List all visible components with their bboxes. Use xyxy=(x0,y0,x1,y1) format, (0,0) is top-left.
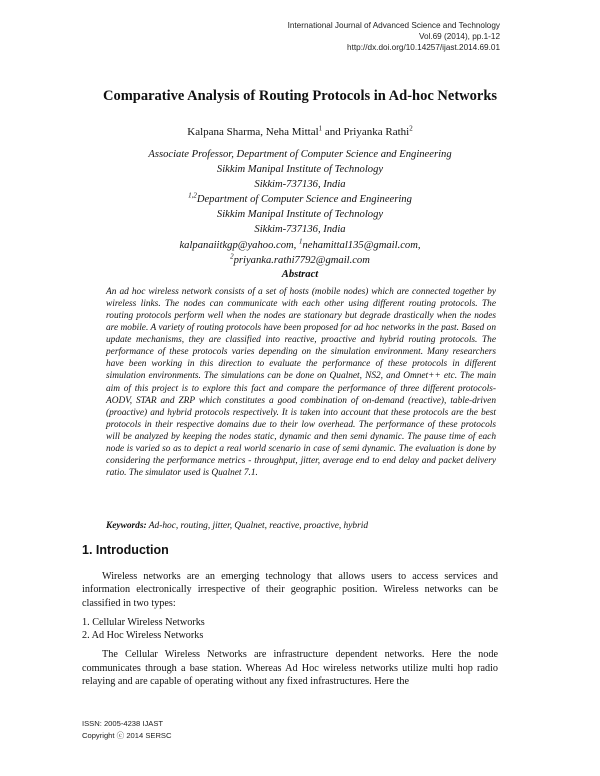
list-item: 1. Cellular Wireless Networks xyxy=(82,616,205,628)
author-names-1: Kalpana Sharma, Neha Mittal xyxy=(187,126,319,138)
page-footer xyxy=(82,718,171,742)
affiliation-line: Sikkim-737136, India xyxy=(254,179,346,191)
paper-title: Comparative Analysis of Routing Protocols in Ad-hoc Networks xyxy=(102,88,498,104)
section-heading-introduction: 1. Introduction xyxy=(82,543,169,557)
keywords-text: Ad-hoc, routing, jitter, Qualnet, reactive, proactive, hybrid xyxy=(146,521,369,531)
journal-name: International Journal of Advanced Science and Technology xyxy=(287,21,500,30)
affiliation-line: Associate Professor, Department of Computer Science and Engineering xyxy=(148,149,452,160)
email-line xyxy=(0,253,600,268)
paragraph: The Cellular Wireless Networks are infrastructure dependent networks. Here the node communicates through a base station. Whereas Ad Hoc wireless networks utilize multi hop radio relaying and are capable of operating without any fixed infrastructures. Here the xyxy=(82,649,498,688)
paragraph: Wireless networks are an emerging technology that allows users to access services and information electronically irrespective of their geographic position. Wireless networks can be classified in two types: xyxy=(82,571,498,609)
list-item: 2. Ad Hoc Wireless Networks xyxy=(82,630,204,642)
affiliation-sup: 1,2 xyxy=(188,191,197,200)
abstract-heading: Abstract xyxy=(281,269,319,280)
author-sup-2: 2 xyxy=(409,124,413,133)
journal-header xyxy=(288,20,500,53)
email-sup: 2 xyxy=(230,252,234,261)
author-names-2: and Priyanka Rathi xyxy=(322,126,410,138)
affiliation-line: Sikkim Manipal Institute of Technology xyxy=(216,164,384,176)
email-kalpana[interactable]: kalpanaiitkgp@yahoo.com, xyxy=(179,239,299,251)
abstract-text: An ad hoc wireless network consists of a set of hosts (mobile nodes) which are connected together by wireless links. The nodes can communicate with each other using different routing protocols. The routing protocols perform well when the nodes are stationary but degrade drastically when the nodes are mobile. A variety of routing protocols have been proposed for ad hoc networks in the past. Based on update mechanisms, they are classified into reactive, proactive and hybrid routing protocols. The performance of these protocols varies depending on the simulation environment. Many researchers have been working in this direction to evaluate the performance of these protocols in different simulation environments. The simulations can be done on Qualnet, NS2, and Omnet++ etc. The main aim of this project is to explore this fact and compare the performance of three different protocols-AODV, STAR and ZRP which constitutes a good combination of on-demand (reactive), table-driven (proactive) and hybrid protocols respectively. It is taken into account that these protocols are the best protocols in their respective domains due to their low overhead. The performance of these protocols will be analyzed by keeping the nodes static, dynamic and then semi dynamic. The pause time of each node is varied so as to depict a real world scenario in case of semi dynamic. The evaluation is done by considering the performance metrics - throughput, jitter, average end to end delay and packet delivery ratio. The simulator used is Qualnet 7.1. xyxy=(106,287,496,478)
network-types-list xyxy=(82,616,498,643)
email-neha[interactable]: nehamittal135@gmail.com, xyxy=(302,239,421,251)
email-line xyxy=(0,238,600,253)
affiliation-line: Sikkim-737136, India xyxy=(254,224,346,236)
author-list xyxy=(0,126,600,138)
affiliation-dept: Department of Computer Science and Engineering xyxy=(196,194,412,206)
issn: ISSN: 2005-4238 IJAST xyxy=(82,719,164,728)
author-sup-1: 1 xyxy=(318,124,323,133)
keywords xyxy=(106,521,496,531)
doi-link[interactable]: http://dx.doi.org/10.14257/ijast.2014.69.01 xyxy=(347,43,500,52)
keywords-label: Keywords: xyxy=(106,521,147,531)
introduction-body xyxy=(82,570,498,688)
journal-volume: Vol.69 (2014), pp.1-12 xyxy=(418,32,500,41)
affiliation-line xyxy=(0,192,600,207)
copyright: Copyright ⓒ 2014 SERSC xyxy=(82,731,172,740)
affiliation-line: Sikkim Manipal Institute of Technology xyxy=(216,209,384,221)
affiliations xyxy=(0,147,600,268)
email-sup: 1 xyxy=(298,237,303,246)
email-priyanka[interactable]: priyanka.rathi7792@gmail.com xyxy=(233,254,370,266)
